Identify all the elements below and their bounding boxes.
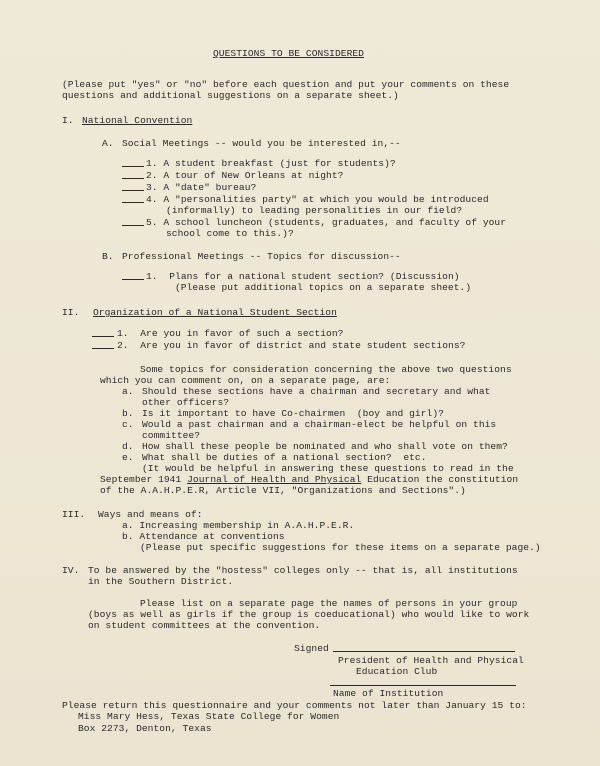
answer-blank-1b-1[interactable] (122, 270, 144, 280)
section-1b-text: Professional Meetings -- Topics for discussion-- (122, 251, 401, 262)
section-1-number: I. (62, 115, 74, 126)
note-2-prefix: September 1941 (100, 474, 188, 485)
question-1a-4: 4. A "personalities party" at which you would be introduced (146, 194, 489, 205)
section-3-text: Ways and means of: (98, 509, 203, 520)
question-1a-2: 2. A tour of New Orleans at night? (146, 170, 344, 181)
question-2-1: 1. Are you in favor of such a section? (117, 328, 344, 339)
footer-line-1: Please return this questionnaire and your comments not later than January 15 to: (62, 700, 527, 711)
topic-b-line-1: Is it important to have Co-chairmen (boy and girl)? (142, 408, 444, 419)
footer-line-2: Miss Mary Hess, Texas State College for Women (78, 711, 340, 722)
footer-line-3: Box 2273, Denton, Texas (78, 723, 212, 734)
topic-c-line-2: committee? (142, 430, 201, 441)
answer-blank-1a-1[interactable] (122, 157, 144, 167)
answer-blank-1a-4[interactable] (122, 193, 144, 203)
topic-e-letter: e. (122, 452, 134, 463)
section-4-number: IV. (62, 565, 80, 576)
topic-a-line-2: other officers? (142, 397, 230, 408)
topic-e-line-1: What shall be duties of a national section? etc. (142, 452, 427, 463)
section-2-number: II. (62, 307, 80, 318)
section-4-para-3: on student committees at the convention. (88, 620, 321, 631)
question-1a-1: 1. A student breakfast (just for students)? (146, 158, 396, 169)
president-title-1: President of Health and Physical (338, 655, 524, 666)
section-4-line-2: in the Southern District. (88, 576, 234, 587)
question-2-2: 2. Are you in favor of district and state student sections? (117, 340, 466, 351)
section-4-line-1: To be answered by the "hostess" colleges only -- that is, all institutions (88, 565, 518, 576)
section-2-note-2 (100, 474, 518, 485)
topic-a-line-1: Should these sections have a chairman and secretary and what (142, 386, 491, 397)
intro-line-2: questions and additional suggestions on a separate sheet.) (62, 90, 399, 101)
answer-blank-2-1[interactable] (92, 327, 114, 337)
section-2-heading: Organization of a National Student Section (93, 307, 337, 318)
section-1a-text: Social Meetings -- would you be interested in,-- (122, 138, 401, 149)
answer-blank-1a-2[interactable] (122, 169, 144, 179)
institution-label: Name of Institution (333, 688, 444, 699)
topic-d-line-1: How shall these people be nominated and who shall vote on them? (142, 441, 508, 452)
question-1a-5-cont: school come to this.)? (166, 228, 294, 239)
question-1a-5: 5. A school luncheon (students, graduates, and faculty of your (146, 217, 507, 228)
question-1a-3: 3. A "date" bureau? (146, 182, 257, 193)
topic-c-line-1: Would a past chairman and a chairman-elect be helpful on this (142, 419, 497, 430)
section-2-note-1: (It would be helpful in answering these questions to read in the (142, 463, 514, 474)
section-3-item-a: a. Increasing membership in A.A.H.P.E.R. (122, 520, 355, 531)
topic-c-letter: c. (122, 419, 134, 430)
note-2-suffix: Education the constitution (361, 474, 519, 485)
signature-line[interactable] (333, 651, 515, 652)
president-title-2: Education Club (356, 666, 438, 677)
section-1-heading: National Convention (82, 115, 193, 126)
section-1a-label: A. (102, 138, 114, 149)
answer-blank-1a-5[interactable] (122, 216, 144, 226)
question-1b-1-note: (Please put additional topics on a separate sheet.) (175, 282, 472, 293)
question-1b-1: 1. Plans for a national student section? (Discussion) (146, 271, 460, 282)
section-3-number: III. (62, 509, 86, 520)
answer-blank-1a-3[interactable] (122, 181, 144, 191)
topic-d-letter: d. (122, 441, 134, 452)
topic-a-letter: a. (122, 386, 134, 397)
signed-label: Signed (294, 643, 329, 654)
section-1b-label: B. (102, 251, 114, 262)
intro-line-1: (Please put "yes" or "no" before each question and put your comments on these (62, 79, 510, 90)
institution-line[interactable] (330, 685, 516, 686)
section-3-item-b: b. Attendance at conventions (122, 531, 285, 542)
section-4-para-1: Please list on a separate page the names of persons in your group (140, 598, 518, 609)
topic-b-letter: b. (122, 408, 134, 419)
section-2-para-2: which you can comment on, on a separate page, are: (100, 375, 391, 386)
journal-title: Journal of Health and Physical (187, 474, 362, 485)
document-title: QUESTIONS TO BE CONSIDERED (213, 48, 364, 59)
section-2-para-1: Some topics for consideration concerning the above two questions (140, 364, 512, 375)
section-4-para-2: (boys as well as girls if the group is coeducational) who would like to work (88, 609, 530, 620)
question-1a-4-cont: (informally) to leading personalities in our field? (166, 205, 463, 216)
section-2-note-3: of the A.A.H.P.E.R, Article VII, "Organizations and Sections".) (100, 485, 466, 496)
section-3-note: (Please put specific suggestions for these items on a separate page.) (140, 542, 541, 553)
answer-blank-2-2[interactable] (92, 339, 114, 349)
